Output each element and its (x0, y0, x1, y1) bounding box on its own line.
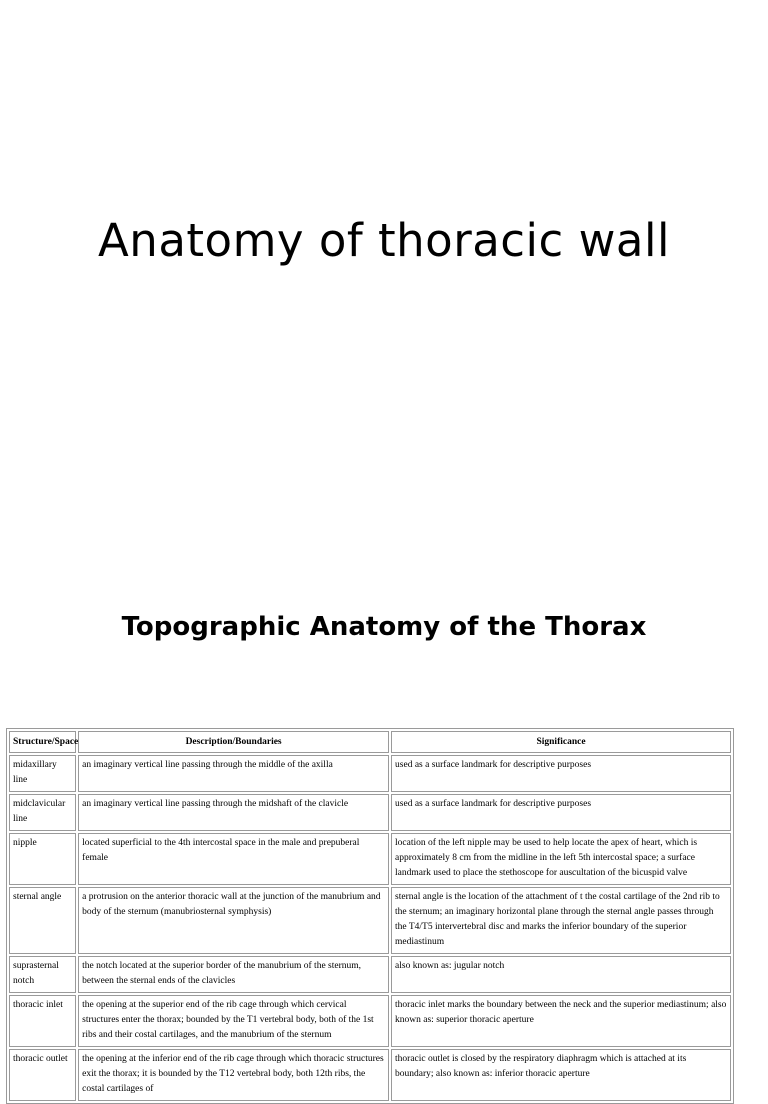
header-significance: Significance (391, 731, 731, 753)
cell-description: the opening at the inferior end of the rib cage through which thoracic structures exit the thorax; it is bounded by the T12 vertebral body, both 12th ribs, the costal cartilages of (78, 1049, 389, 1101)
table-row (9, 956, 731, 993)
cell-structure: midaxillary line (9, 755, 76, 792)
anatomy-table-container (6, 728, 734, 1094)
cell-significance: thoracic outlet is closed by the respiratory diaphragm which is attached at its boundary; also known as: inferior thoracic aperture (391, 1049, 731, 1101)
cell-structure: nipple (9, 833, 76, 885)
table-row (9, 833, 731, 885)
table-row (9, 995, 731, 1047)
cell-structure: midclavicular line (9, 794, 76, 831)
anatomy-table (6, 728, 734, 1104)
cell-structure: sternal angle (9, 887, 76, 954)
table-row (9, 794, 731, 831)
cell-structure: thoracic inlet (9, 995, 76, 1047)
cell-significance: location of the left nipple may be used to help locate the apex of heart, which is approximately 8 cm from the midline in the left 5th intercostal space; a surface landmark used to place the stethoscope for auscultation of the bicuspid valve (391, 833, 731, 885)
slide-title: Anatomy of thoracic wall (98, 214, 670, 267)
header-structure: Structure/Space (9, 731, 76, 753)
cell-description: an imaginary vertical line passing through the middle of the axilla (78, 755, 389, 792)
cell-significance: also known as: jugular notch (391, 956, 731, 993)
section-subtitle: Topographic Anatomy of the Thorax (121, 612, 647, 642)
cell-significance: thoracic inlet marks the boundary between the neck and the superior mediastinum; also known as: superior thoracic aperture (391, 995, 731, 1047)
cell-structure: suprasternal notch (9, 956, 76, 993)
table-row (9, 1049, 731, 1101)
table-header-row (9, 731, 731, 753)
cell-structure: thoracic outlet (9, 1049, 76, 1101)
cell-significance: used as a surface landmark for descriptive purposes (391, 755, 731, 792)
cell-description: an imaginary vertical line passing through the midshaft of the clavicle (78, 794, 389, 831)
cell-description: the notch located at the superior border of the manubrium of the sternum, between the sternal ends of the clavicles (78, 956, 389, 993)
header-description: Description/Boundaries (78, 731, 389, 753)
cell-significance: used as a surface landmark for descriptive purposes (391, 794, 731, 831)
table-row (9, 887, 731, 954)
cell-description: located superficial to the 4th intercostal space in the male and prepuberal female (78, 833, 389, 885)
table-row (9, 755, 731, 792)
cell-significance: sternal angle is the location of the attachment of t the costal cartilage of the 2nd rib to the sternum; an imaginary horizontal plane through the sternal angle passes through the T4/T5 intervertebral disc and marks the inferior boundary of the superior mediastinum (391, 887, 731, 954)
cell-description: the opening at the superior end of the rib cage through which cervical structures enter the thorax; bounded by the T1 vertebral body, both of the 1st ribs and their costal cartilages, and the manubrium of the sternum (78, 995, 389, 1047)
cell-description: a protrusion on the anterior thoracic wall at the junction of the manubrium and body of the sternum (manubriosternal symphysis) (78, 887, 389, 954)
